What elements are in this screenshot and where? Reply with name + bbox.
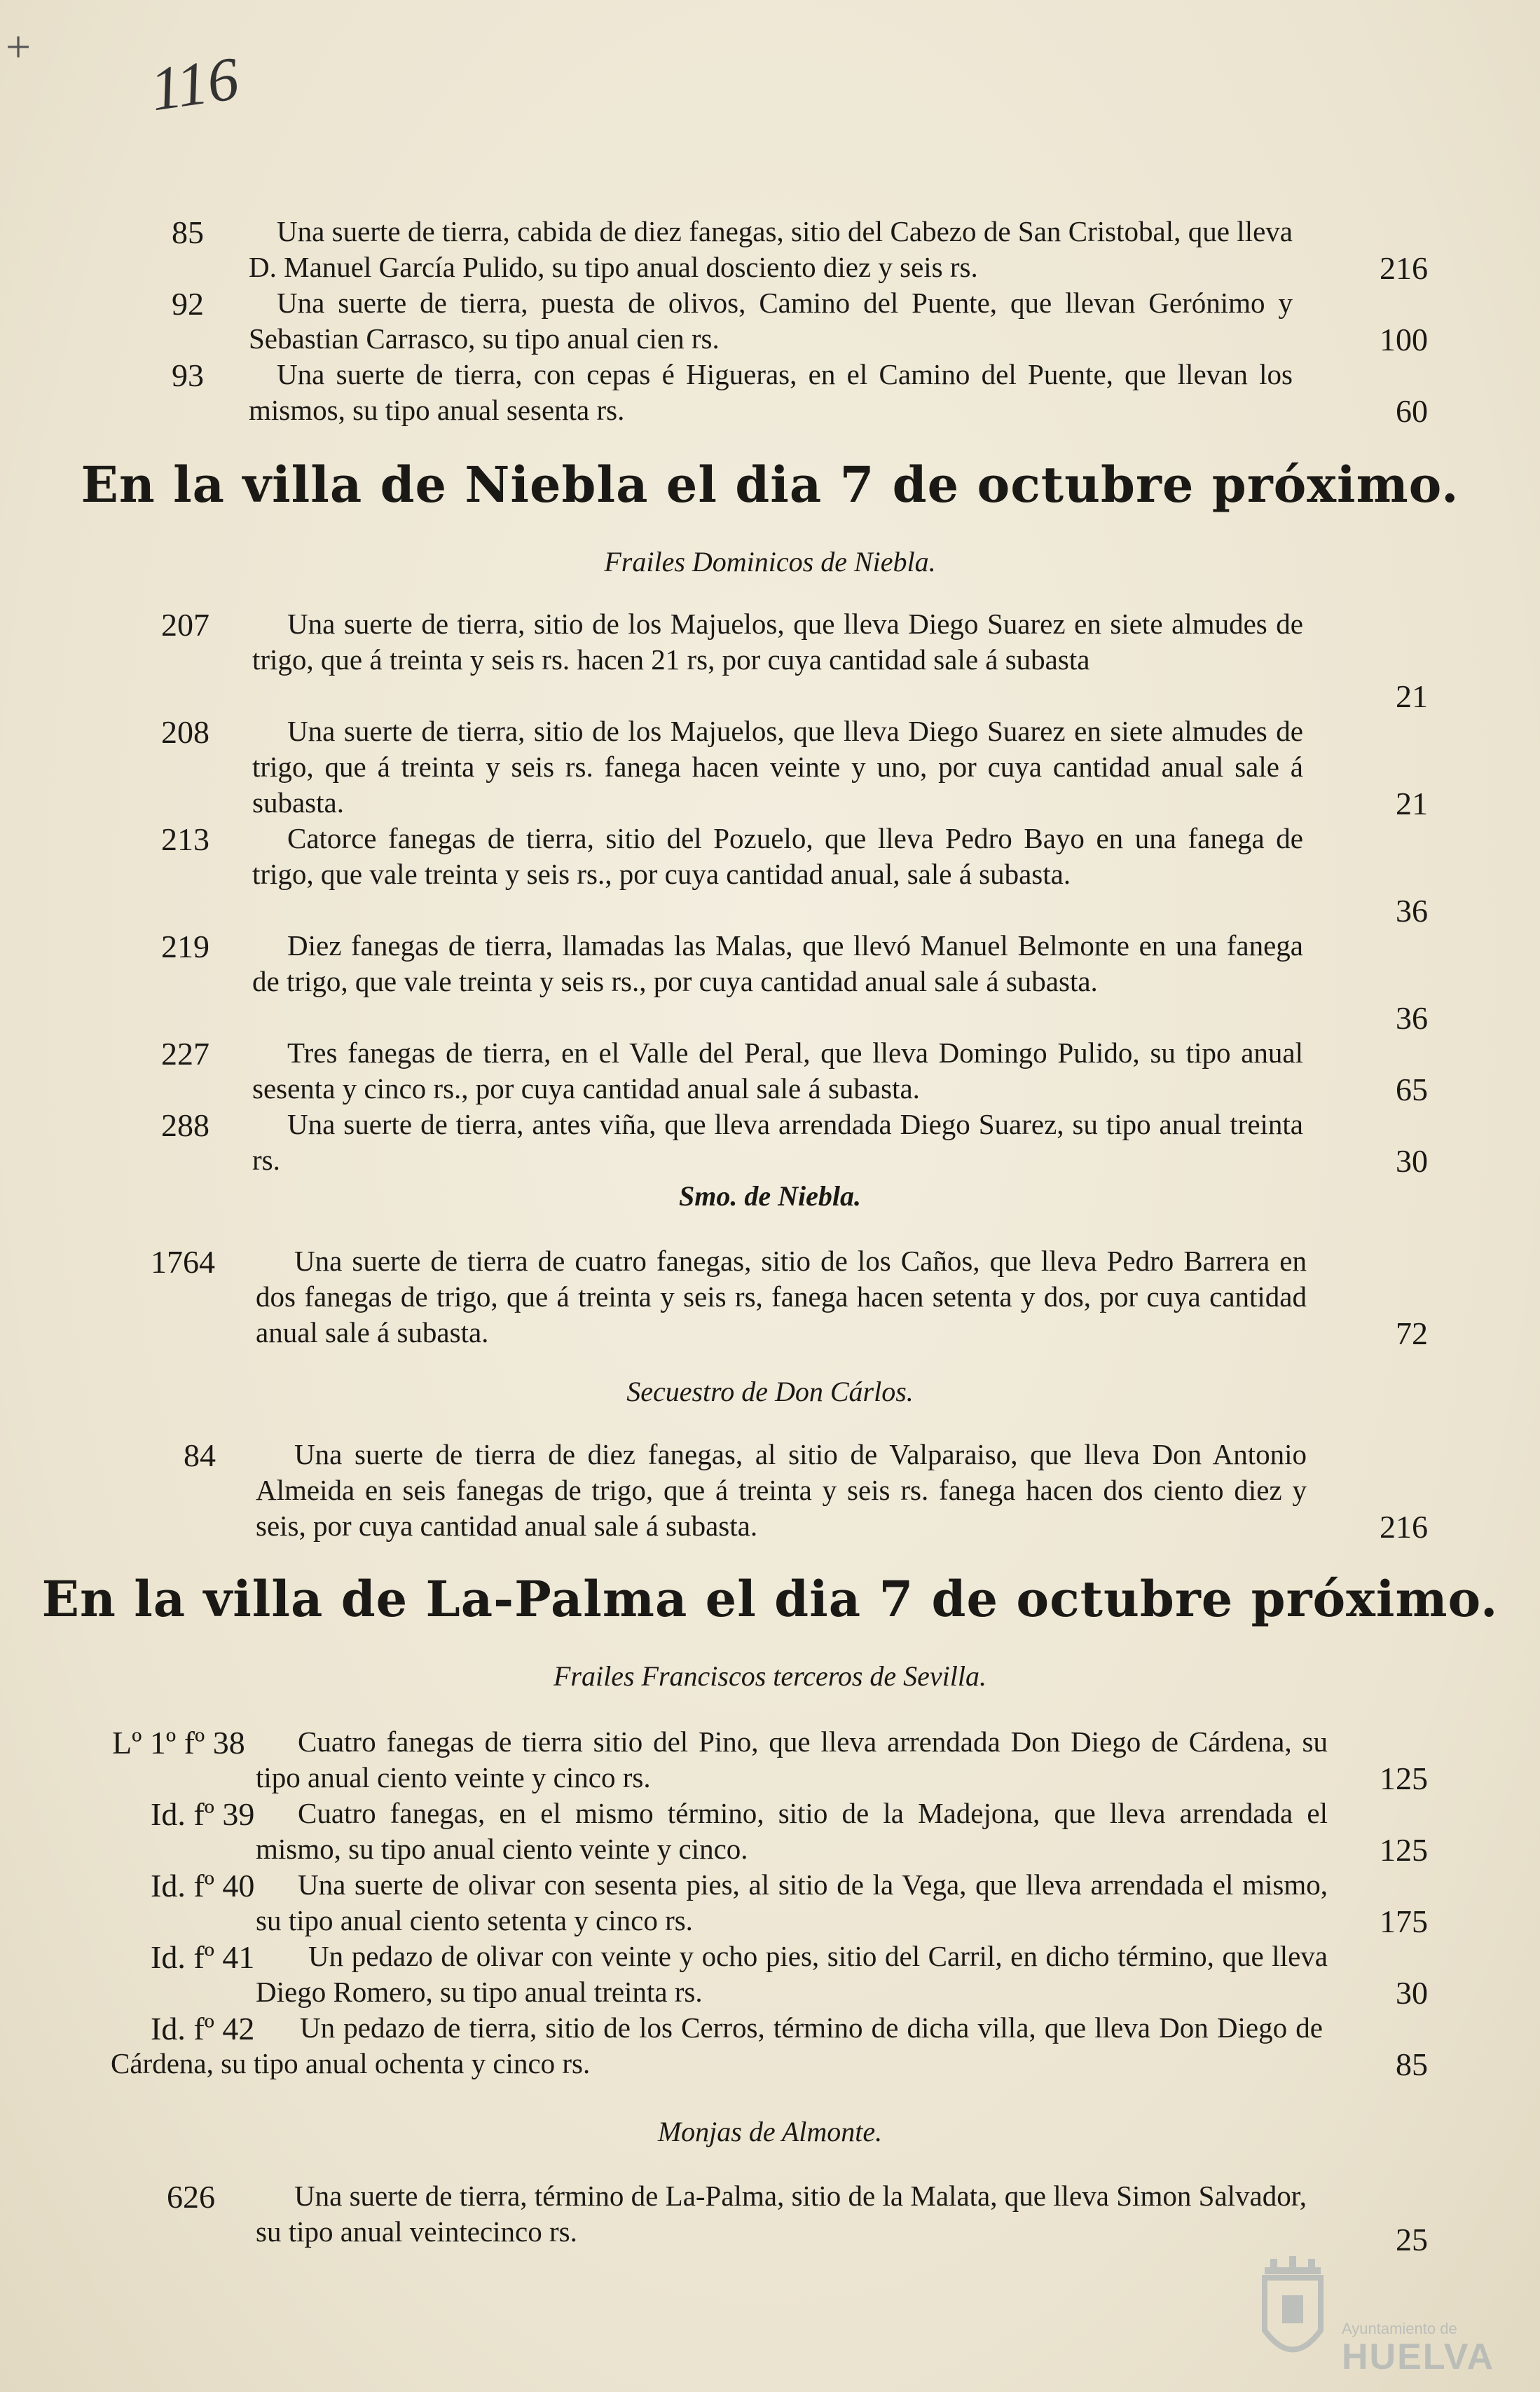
entry-amount: 30 bbox=[1396, 1975, 1428, 2011]
entry-text: Una suerte de tierra, puesta de olivos, Camino del Puente, que llevan Gerónimo y Sebastian Carrasco, su tipo anual cien rs. bbox=[249, 287, 1293, 355]
subsection-title: Frailes Dominicos de Niebla. bbox=[604, 546, 936, 578]
entry-amount: 216 bbox=[1380, 1509, 1428, 1545]
entry-number: 213 bbox=[161, 821, 209, 857]
entry-amount: 100 bbox=[1380, 322, 1428, 357]
entry-number: Id. fº 41 bbox=[151, 1939, 255, 1975]
entry-text: Una suerte de tierra, sitio de los Majuelos, que lleva Diego Suarez en siete almudes de trigo, que á treinta y seis rs. hacen 21 rs, por cuya cantidad sale á subasta bbox=[252, 608, 1303, 676]
subsection-title: Smo. de Niebla. bbox=[679, 1180, 861, 1212]
entry-text: Una suerte de olivar con sesenta pies, al sitio de la Vega, que lleva arrendada el mismo, su tipo anual ciento setenta y cinco rs. bbox=[256, 1868, 1328, 1936]
entry-number: Id. fº 40 bbox=[151, 1868, 255, 1904]
entry-number: 208 bbox=[161, 714, 209, 750]
entry-number: 219 bbox=[161, 929, 209, 964]
entry-amount: 175 bbox=[1380, 1904, 1428, 1939]
archive-watermark bbox=[1251, 2253, 1495, 2379]
entry-amount: 65 bbox=[1396, 1072, 1428, 1107]
entry-text: Una suerte de tierra de diez fanegas, al sitio de Valparaiso, que lleva Don Antonio Almeida en seis fanegas de trigo, que á treinta y seis rs. fanega hacen dos ciento diez y seis, por cuya cantidad anual sale á subasta. bbox=[256, 1438, 1307, 1542]
entry-text: Un pedazo de tierra, sitio de los Cerros, término de dicha villa, que lleva Don Diego de Cárdena, su tipo anual ochenta y cinco rs. bbox=[111, 2011, 1323, 2079]
entry-number: 92 bbox=[172, 286, 204, 322]
entry-number: 84 bbox=[184, 1437, 216, 1473]
entry-text: Una suerte de tierra, con cepas é Higueras, en el Camino del Puente, que llevan los mismos, su tipo anual sesenta rs. bbox=[249, 358, 1293, 426]
entry-amount: 25 bbox=[1396, 2222, 1428, 2257]
entry-number: Id. fº 42 bbox=[151, 2011, 255, 2046]
entry-text: Un pedazo de olivar con veinte y ocho pies, sitio del Carril, en dicho término, que lleva Diego Romero, su tipo anual treinta rs. bbox=[256, 1940, 1328, 2008]
section-heading-la-palma: En la villa de La-Palma el dia 7 de octubre próximo. bbox=[41, 1570, 1499, 1628]
entry-amount: 21 bbox=[1396, 786, 1428, 821]
entry-text: Una suerte de tierra de cuatro fanegas, sitio de los Caños, que lleva Pedro Barrera en dos fanegas de trigo, que á treinta y seis rs, fanega hacen setenta y dos, por cuya cantidad anual sale á subasta. bbox=[256, 1245, 1307, 1348]
entry-text: Una suerte de tierra, antes viña, que lleva arrendada Diego Suarez, su tipo anual treinta rs. bbox=[252, 1108, 1303, 1176]
entry-text: Catorce fanegas de tierra, sitio del Pozuelo, que lleva Pedro Bayo en una fanega de trigo, que vale treinta y seis rs., por cuya cantidad anual, sale á subasta. bbox=[252, 822, 1303, 890]
subsection-title: Secuestro de Don Cárlos. bbox=[626, 1376, 914, 1407]
entry-text: Cuatro fanegas de tierra sitio del Pino, que lleva arrendada Don Diego de Cárdena, su tipo anual ciento veinte y cinco rs. bbox=[256, 1725, 1328, 1793]
entry-text: Una suerte de tierra, cabida de diez fanegas, sitio del Cabezo de San Cristobal, que lleva D. Manuel García Pulido, su tipo anual dosciento diez y seis rs. bbox=[249, 215, 1293, 283]
entry-amount: 21 bbox=[1396, 678, 1428, 714]
entry-amount: 30 bbox=[1396, 1143, 1428, 1179]
entry-amount: 85 bbox=[1396, 2046, 1428, 2082]
entry-amount: 216 bbox=[1380, 250, 1428, 286]
entry-text: Diez fanegas de tierra, llamadas las Malas, que llevó Manuel Belmonte en una fanega de trigo, que vale treinta y seis rs., por cuya cantidad anual sale á subasta. bbox=[252, 929, 1303, 997]
subsection-title: Monjas de Almonte. bbox=[657, 2116, 883, 2147]
entry-number: 288 bbox=[161, 1107, 209, 1143]
entry-number: 227 bbox=[161, 1036, 209, 1072]
section-heading-niebla: En la villa de Niebla el dia 7 de octubre próximo. bbox=[81, 456, 1459, 514]
entry-amount: 72 bbox=[1396, 1315, 1428, 1351]
corner-mark: + bbox=[6, 22, 32, 71]
entry-number: 626 bbox=[167, 2179, 215, 2215]
entry-number: 85 bbox=[172, 214, 204, 250]
watermark-line-2: HUELVA bbox=[1342, 2337, 1495, 2377]
entry-number: 93 bbox=[172, 357, 204, 393]
entry-amount: 125 bbox=[1380, 1832, 1428, 1868]
entry-text: Una suerte de tierra, término de La-Palma, sitio de la Malata, que lleva Simon Salvador, su tipo anual veintecinco rs. bbox=[256, 2180, 1307, 2248]
entry-amount: 125 bbox=[1380, 1761, 1428, 1796]
entry-text: Cuatro fanegas, en el mismo término, sitio de la Madejona, que lleva arrendada el mismo, su tipo anual ciento veinte y cinco. bbox=[256, 1797, 1328, 1865]
entry-text: Tres fanegas de tierra, en el Valle del Peral, que lleva Domingo Pulido, su tipo anual sesenta y cinco rs., por cuya cantidad anual sale á subasta. bbox=[252, 1037, 1303, 1105]
folio-number: 116 bbox=[146, 44, 243, 125]
entry-text: Una suerte de tierra, sitio de los Majuelos, que lleva Diego Suarez en siete almudes de trigo, que á treinta y seis rs. fanega hacen veinte y uno, por cuya cantidad anual sale á subasta. bbox=[252, 715, 1303, 819]
watermark-line-1: Ayuntamiento de bbox=[1342, 2320, 1457, 2337]
entry-number: 1764 bbox=[151, 1244, 215, 1280]
entry-amount: 36 bbox=[1396, 1000, 1428, 1036]
city-crest-icon bbox=[1251, 2253, 1335, 2372]
entry-amount: 36 bbox=[1396, 893, 1428, 929]
entry-number: 207 bbox=[161, 607, 209, 643]
entry-amount: 60 bbox=[1396, 393, 1428, 429]
entry-number: Lº 1º fº 38 bbox=[112, 1725, 245, 1761]
entry-number: Id. fº 39 bbox=[151, 1796, 255, 1832]
subsection-title: Frailes Franciscos terceros de Sevilla. bbox=[553, 1660, 986, 1692]
